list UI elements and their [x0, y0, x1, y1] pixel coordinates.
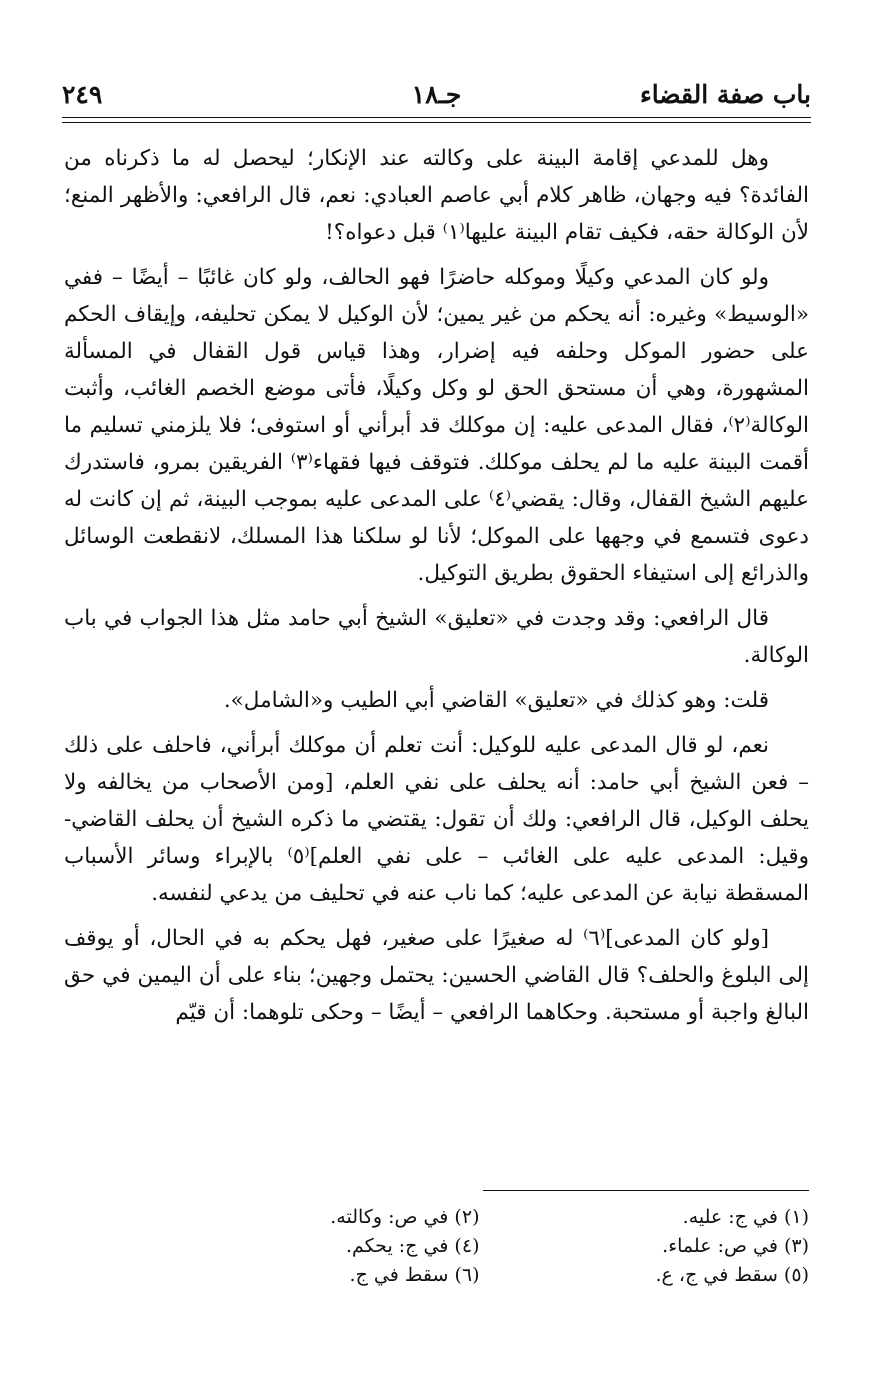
page-header	[62, 78, 811, 112]
paragraph: قال الرافعي: وقد وجدت في «تعليق» الشيخ أبي حامد مثل هذا الجواب في باب الوكالة.	[64, 606, 809, 668]
page-number: ٢٤٩	[62, 80, 103, 109]
footnote-6: (٦) سقط في ج.	[349, 1264, 480, 1286]
footnote-4: (٤) في ج: يحكم.	[346, 1235, 480, 1257]
footnote-3: (٣) في ص: علماء.	[662, 1235, 809, 1257]
main-text	[64, 140, 809, 1039]
footnote-1: (١) في ج: عليه.	[682, 1206, 809, 1228]
paragraph: وهل للمدعي إقامة البينة على وكالته عند الإنكار؛ ليحصل له ما ذكرناه من الفائدة؟ فيه وجهان، ظاهر كلام أبي عاصم العبادي: نعم، قال الرافعي: والأظهر المنع؛ لأن الوكالة حقه، فكيف تقام البينة عليها⁽١⁾ قبل دعواه؟!	[64, 146, 809, 245]
footnote-5: (٥) سقط في ج، ع.	[655, 1264, 809, 1286]
header-rule-bottom	[62, 122, 811, 123]
paragraph: نعم، لو قال المدعى عليه للوكيل: أنت تعلم أن موكلك أبرأني، فاحلف على ذلك – فعن الشيخ أبي حامد: أنه يحلف على نفي العلم، [ومن الأصحاب من يخالفه ولا يحلف الوكيل، قال الرافعي: ولك أن تقول: يقتضي ما ذكره الشيخ أن يحلف القاضي- وقيل: المدعى عليه على الغائب – على نفي العلم]⁽٥⁾ بالإبراء وسائر الأسباب المسقطة نيابة عن المدعى عليه؛ كما ناب عنه في تحليف من يدعي لنفسه.	[64, 733, 809, 906]
paragraph: ولو كان المدعي وكيلًا وموكله حاضرًا فهو الحالف، ولو كان غائبًا – أيضًا – ففي «الوسيط» وغيره: أنه يحكم من غير يمين؛ لأن الوكيل لا يمكن تحليفه، وإيقاف الحكم على حضور الموكل وحلفه فيه إضرار، وهذا قياس قول القفال في المسألة المشهورة، وهي أن مستحق الحق لو وكل وكيلًا، فأتى موضع الخصم الغائب، وأثبت الوكالة⁽٢⁾، فقال المدعى عليه: إن موكلك قد أبرأني أو استوفى؛ فلا يلزمني تسليم ما أقمت البينة عليه ما لم يحلف موكلك. فتوقف فيها فقهاء⁽٣⁾ الفريقين بمرو، فاستدرك عليهم الشيخ القفال، وقال: يقضي⁽٤⁾ على المدعى عليه بموجب البينة، ثم إن كانت له دعوى فتسمع في وجهها على الموكل؛ لأنا لو سلكنا هذا المسلك، لانقطعت الوسائل والذرائع إلى استيفاء الحقوق بطريق التوكيل.	[64, 265, 809, 586]
paragraph: قلت: وهو كذلك في «تعليق» القاضي أبي الطيب و«الشامل».	[223, 688, 769, 713]
footnote-2: (٢) في ص: وكالته.	[330, 1206, 480, 1228]
volume-label: جـ١٨	[411, 80, 462, 109]
header-rule-top	[62, 117, 811, 118]
footnotes	[190, 1203, 809, 1290]
chapter-title: باب صفة القضاء	[639, 80, 811, 109]
paragraph: [ولو كان المدعى]⁽٦⁾ له صغيرًا على صغير، فهل يحكم به في الحال، أو يوقف إلى البلوغ والحلف؟ قال القاضي الحسين: يحتمل وجهين؛ بناء على أن اليمين في حق البالغ واجبة أو مستحبة. وحكاهما الرافعي – أيضًا – وحكى تلوهما: أن قيّم	[64, 926, 809, 1025]
footnote-separator	[483, 1190, 809, 1191]
